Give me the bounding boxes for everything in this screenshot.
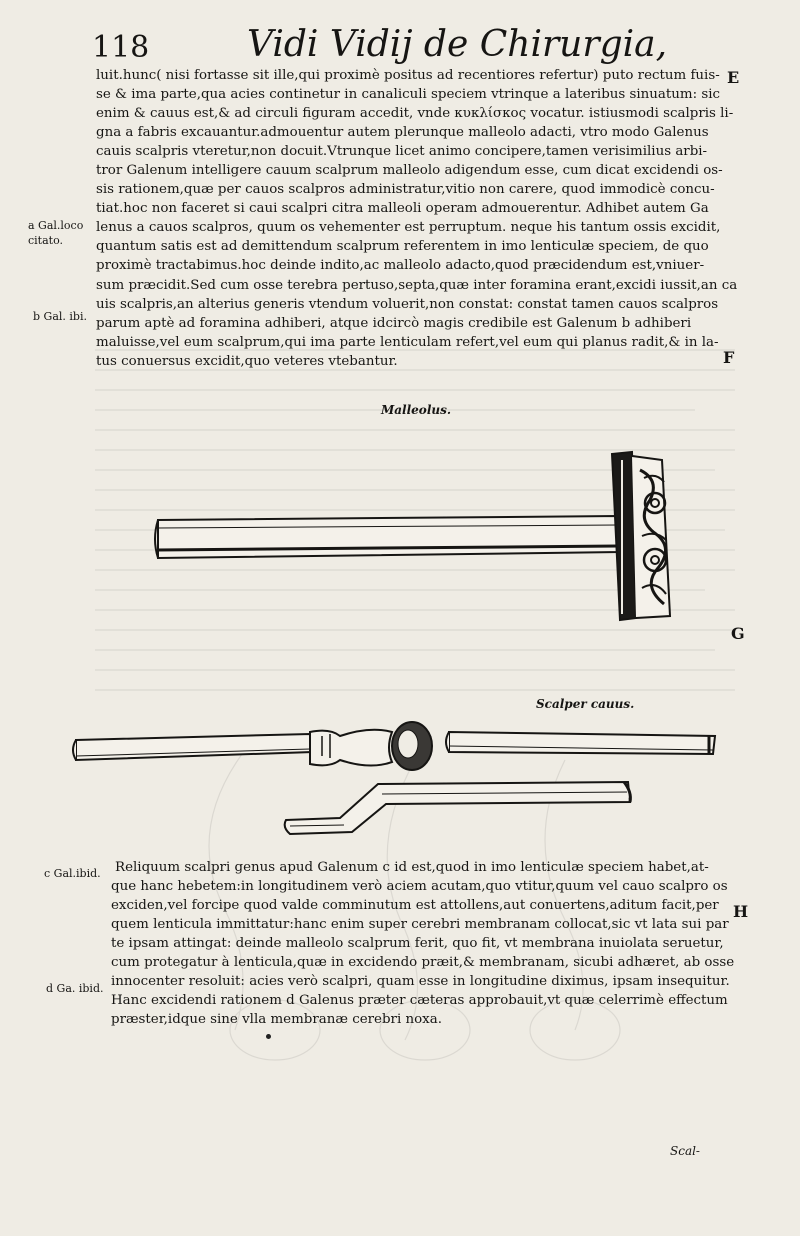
malleolus-caption: Malleolus.	[381, 403, 452, 417]
margin-note-a-line: citato.	[28, 234, 64, 247]
text-line: quem lenticula immittatur:hanc enim super cerebri membranam collocat,sic vt lata sui par	[111, 917, 729, 933]
text-line: cauis scalpris vteretur,non docuit.Vtrunque licet animo concipere,tamen verisimilius arbi-	[96, 144, 708, 160]
running-head: Vidi Vidij de Chirurgia,	[247, 24, 668, 65]
text-block-lower	[111, 858, 739, 1029]
text-line: enim & cauus est,& ad circuli figuram accedit, vnde κυκλίσκος vocatur. istiusmodi scalpris li-	[96, 106, 734, 122]
hollow-rod-illustration	[443, 728, 721, 762]
bent-lenticular-chisel-illustration	[282, 774, 634, 838]
text-line: parum aptè ad foramina adhiberi, atque idcircò magis credibile est Galenum b adhiberi	[96, 315, 692, 331]
margin-letter-h: H	[733, 902, 749, 921]
text-line: gna a fabris excauantur.admouentur autem plerunque malleolo adacti, vtro modo Galenus	[96, 125, 709, 141]
scalper-caption: Scalper cauus.	[536, 697, 635, 711]
text-line: se & ima parte,qua acies continetur in canaliculi speciem vtrinque a lateribus sinuatum: sic	[96, 87, 721, 103]
text-line: maluisse,vel eum scalprum,qui ima parte lenticulam refert,vel eum qui planus radit,& in la-	[96, 334, 719, 350]
margin-note-b: b Gal. ibi.	[33, 310, 87, 323]
text-line: sum præcidit.Sed cum osse terebra pertuso,septa,quæ inter foramina erant,excidi iussit,an ca	[96, 277, 738, 293]
margin-letter-f: F	[723, 348, 735, 367]
text-line: exciden,vel forcipe quod valde comminutum est attollens,aut conuertens,aditum facit,per	[111, 898, 719, 914]
text-line: lenus a cauos scalpros, quum os vehementer est perruptum. neque his tantum ossis excidit,	[96, 220, 721, 236]
text-line: præster,idque sine vlla membranæ cerebri noxa.	[111, 1012, 442, 1028]
catchword: Scal-	[670, 1144, 700, 1158]
page-number: 118	[92, 30, 150, 65]
text-line: tiat.hoc non faceret si caui scalpri citra malleoli operam admouerentur. Adhibet autem Ga	[96, 201, 709, 217]
text-line: innocenter resoluit: acies verò scalpri, quam esse in longitudine diximus, ipsam insequitur.	[111, 974, 730, 990]
margin-note-a	[28, 218, 83, 248]
text-line: tror Galenum intelligere cauum scalprum malleolo adigendum esse, cum dicat excidendi os-	[96, 163, 723, 179]
text-line: quantum satis est ad demittendum scalprum referentem in imo lenticulæ speciem, de quo	[96, 239, 709, 255]
ink-dot	[266, 1034, 271, 1039]
text-line: uis scalpris,an alterius generis vtendum voluerit,non constat: constat tamen cauos scalpros	[96, 296, 719, 312]
text-line: cum protegatur à lenticula,quæ in excidendo præit,& membranam, sicubi adhæret, ab osse	[111, 955, 735, 971]
text-line: luit.hunc( nisi fortasse sit ille,qui proximè positus ad recentiores refertur) puto rectum fuis-	[96, 68, 720, 83]
chisel-with-handle-illustration	[72, 718, 437, 778]
margin-note-a-line: a Gal.loco	[28, 219, 84, 232]
margin-letter-e: E	[727, 68, 740, 87]
margin-note-d: d Ga. ibid.	[46, 982, 104, 995]
text-line: te ipsam attingat: deinde malleolo scalprum ferit, quo fit, vt membrana inuiolata seruetur,	[111, 936, 724, 952]
text-line: que hanc hebetem:in longitudinem verò aciem acutam,quo vtitur,quum vel cauo scalpro os	[111, 879, 728, 895]
text-line: Reliquum scalpri genus apud Galenum c id est,quod in imo lenticulæ speciem habet,at-	[115, 860, 709, 875]
text-line: Hanc excidendi rationem d Galenus præter cæteras approbauit,vt quæ celerrimè effectum	[111, 993, 728, 1009]
margin-letter-g: G	[731, 624, 745, 643]
margin-note-c: c Gal.ibid.	[44, 867, 101, 880]
text-line: sis rationem,quæ per cauos scalpros administratur,vitio non carere, quod immodicè concu-	[96, 182, 715, 198]
text-block-upper	[96, 66, 738, 371]
text-line: proximè tractabimus.hoc deinde indito,ac malleolo adacto,quod præcidendum est,vniuer-	[96, 258, 705, 274]
mallet-illustration	[150, 448, 690, 628]
text-line: tus conuersus excidit,quo veteres vtebantur.	[96, 353, 398, 369]
